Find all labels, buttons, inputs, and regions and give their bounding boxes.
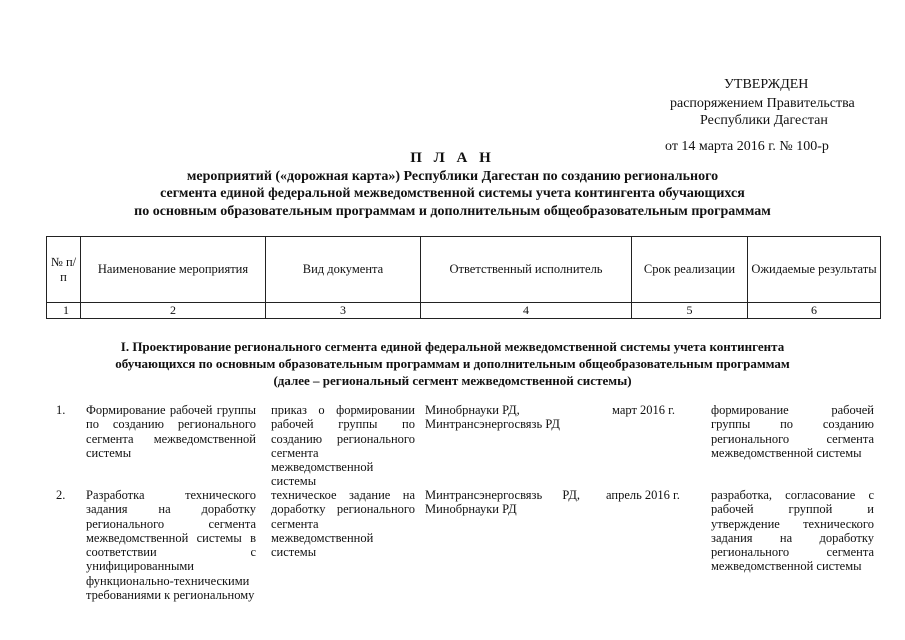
table-header-row [47, 237, 881, 303]
row-expected-result: разработка, согласование с рабочей группой и утверждение технического задания на доработку регионального сегмента межведомственной системы [711, 488, 874, 574]
row-executor: Минобрнауки РД, Минтрансэнергосвязь РД [425, 403, 560, 432]
row-expected-result: формирование рабочей группы по созданию регионального сегмента межведомственной системы [711, 403, 874, 460]
approval-line-2: Республики Дагестан [700, 113, 828, 128]
row-number: 2. [56, 488, 66, 502]
header-term: Срок реализации [632, 237, 748, 303]
section-heading-line-2: обучающихся по основным образовательным программам и дополнительным общеобразовательным программам [115, 356, 790, 371]
plan-title: П Л А Н [410, 150, 495, 166]
approval-date: от 14 марта 2016 г. № 100-р [665, 139, 829, 154]
plan-subtitle-3: по основным образовательным программам и дополнительным общеобразовательным программам [134, 204, 771, 219]
column-number-4: 4 [421, 303, 632, 319]
approval-title: УТВЕРЖДЕН [724, 77, 809, 92]
plan-subtitle-2: сегмента единой федеральной межведомственной системы учета контингента обучающихся [160, 186, 745, 201]
section-heading-line-3: (далее – региональный сегмент межведомственной системы) [273, 373, 632, 388]
row-number: 1. [56, 403, 66, 417]
column-number-5: 5 [632, 303, 748, 319]
section-heading [40, 338, 865, 389]
row-document-type: приказ о формировании рабочей группы по созданию регионального сегмента межведомственной системы [271, 403, 415, 489]
section-heading-line-1: I. Проектирование регионального сегмента единой федеральной межведомственной системы учета контингента [120, 339, 785, 354]
row-term: апрель 2016 г. [606, 488, 680, 502]
column-number-3: 3 [266, 303, 421, 319]
column-number-2: 2 [81, 303, 266, 319]
header-name: Наименование мероприятия [81, 237, 266, 303]
column-number-6: 6 [748, 303, 881, 319]
row-executor: Минтрансэнергосвязь РД, Минобрнауки РД [425, 488, 580, 517]
row-document-type: техническое задание на доработку регионального сегмента межведомственной системы [271, 488, 415, 560]
approval-line-1: распоряжением Правительства [670, 96, 855, 111]
plan-table [46, 236, 881, 319]
plan-subtitle-1: мероприятий («дорожная карта») Республики Дагестан по созданию регионального [186, 169, 719, 184]
header-number: № п/п [47, 237, 81, 303]
header-results: Ожидаемые результаты [748, 237, 881, 303]
row-activity-name: Разработка технического задания на доработку регионального сегмента межведомственной системы в соответствии с унифицированными функционально-техническими требованиями к региональному [86, 488, 256, 603]
header-document: Вид документа [266, 237, 421, 303]
table-number-row [47, 303, 881, 319]
row-activity-name: Формирование рабочей группы по созданию регионального сегмента межведомственной системы [86, 403, 256, 460]
column-number-1: 1 [47, 303, 81, 319]
header-executor: Ответственный исполнитель [421, 237, 632, 303]
row-term: март 2016 г. [612, 403, 676, 417]
